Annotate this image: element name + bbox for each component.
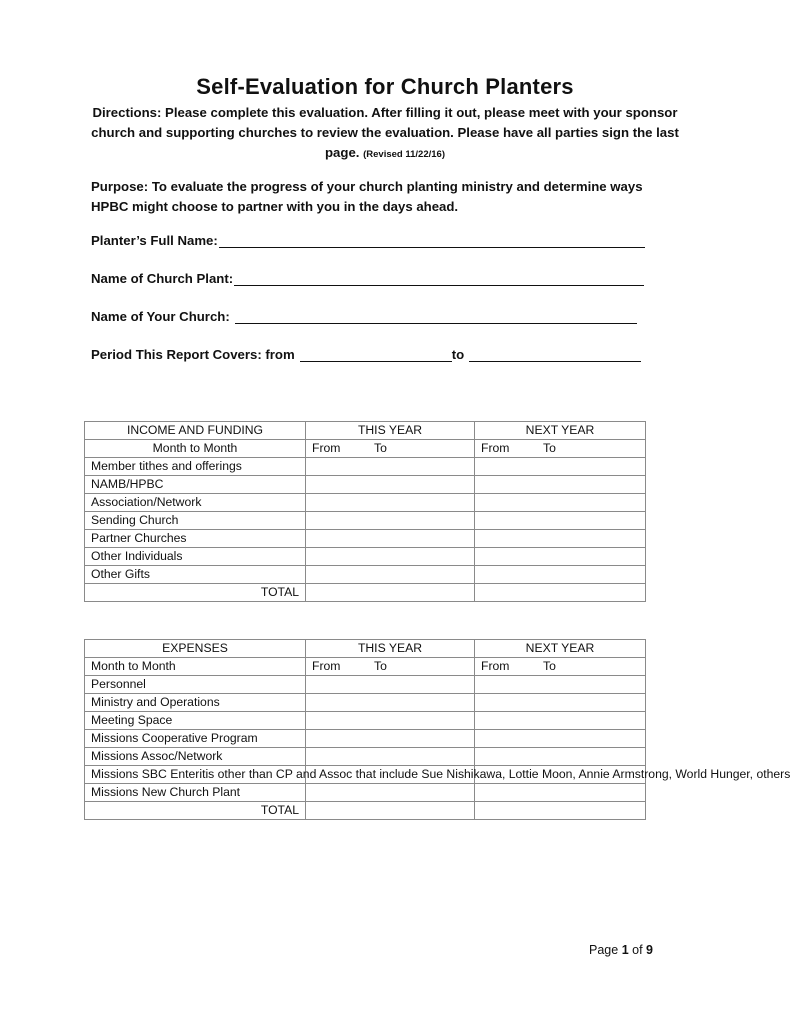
to-label: To xyxy=(543,441,556,455)
table-row xyxy=(85,458,646,476)
this-year-cell[interactable] xyxy=(306,548,475,566)
directions-body: Directions: Please complete this evaluation. After filling it out, please meet with your sponsor church and supporting churches to review the evaluation. Please have all parties sign the last page. xyxy=(91,105,679,160)
row-label: Missions Assoc/Network xyxy=(85,748,306,766)
directions-text xyxy=(80,103,690,165)
next-year-cell[interactable] xyxy=(475,676,646,694)
expenses-next-year-header: NEXT YEAR xyxy=(475,640,646,658)
next-year-cell[interactable] xyxy=(475,458,646,476)
table-row xyxy=(85,784,646,802)
table-row xyxy=(85,766,646,784)
total-label: TOTAL xyxy=(85,584,306,602)
expenses-total-row xyxy=(85,802,646,820)
table-row xyxy=(85,476,646,494)
table-row xyxy=(85,548,646,566)
this-year-cell[interactable] xyxy=(306,676,475,694)
from-label: From xyxy=(481,441,510,455)
planter-name-label: Planter’s Full Name: xyxy=(91,233,218,248)
row-label: Member tithes and offerings xyxy=(85,458,306,476)
income-header-row xyxy=(85,422,646,440)
next-year-cell[interactable] xyxy=(475,494,646,512)
this-year-cell[interactable] xyxy=(306,694,475,712)
income-this-year-header: THIS YEAR xyxy=(306,422,475,440)
row-label: Meeting Space xyxy=(85,712,306,730)
planter-name-line[interactable] xyxy=(219,233,645,248)
church-plant-line[interactable] xyxy=(234,271,644,286)
your-church-field[interactable] xyxy=(91,309,637,324)
row-label: NAMB/HPBC xyxy=(85,476,306,494)
planter-name-field[interactable] xyxy=(91,233,645,248)
income-total-row xyxy=(85,584,646,602)
page-title: Self-Evaluation for Church Planters xyxy=(196,74,574,99)
next-year-cell[interactable] xyxy=(475,784,646,802)
this-year-cell[interactable] xyxy=(306,730,475,748)
row-label: Missions SBC Enteritis other than CP and Assoc that include Sue Nishikawa, Lottie Moon, Annie Armstrong, World Hunger, others xyxy=(85,766,306,784)
period-from-line[interactable] xyxy=(300,347,452,362)
to-label: To xyxy=(374,441,387,455)
this-year-cell[interactable] xyxy=(306,566,475,584)
row-label: Association/Network xyxy=(85,494,306,512)
revised-note: (Revised 11/22/16) xyxy=(363,149,445,160)
this-year-total-cell[interactable] xyxy=(306,584,475,602)
your-church-label: Name of Your Church: xyxy=(91,309,230,324)
this-year-cell[interactable] xyxy=(306,748,475,766)
this-year-cell[interactable] xyxy=(306,458,475,476)
expenses-next-year-fromto xyxy=(475,658,646,676)
expenses-header: EXPENSES xyxy=(85,640,306,658)
table-row xyxy=(85,748,646,766)
next-year-cell[interactable] xyxy=(475,730,646,748)
of-label: of xyxy=(632,943,643,957)
church-plant-label: Name of Church Plant: xyxy=(91,271,234,286)
expenses-this-year-header: THIS YEAR xyxy=(306,640,475,658)
purpose-text: Purpose: To evaluate the progress of your church planting ministry and determine ways HPBC might choose to partner with you in the days ahead. xyxy=(91,179,643,214)
to-label: To xyxy=(374,659,387,673)
row-label: Ministry and Operations xyxy=(85,694,306,712)
church-plant-field[interactable] xyxy=(91,271,644,286)
next-year-cell[interactable] xyxy=(475,748,646,766)
expenses-subheader: Month to Month xyxy=(85,658,306,676)
from-label: From xyxy=(312,659,341,673)
this-year-cell[interactable] xyxy=(306,476,475,494)
period-field[interactable] xyxy=(91,347,641,362)
this-year-total-cell[interactable] xyxy=(306,802,475,820)
this-year-cell[interactable] xyxy=(306,784,475,802)
row-label: Sending Church xyxy=(85,512,306,530)
this-year-cell[interactable] xyxy=(306,712,475,730)
period-label: Period This Report Covers: from xyxy=(91,347,295,362)
next-year-cell[interactable] xyxy=(475,476,646,494)
table-row xyxy=(85,512,646,530)
page-number: 1 xyxy=(621,943,629,957)
income-next-year-fromto xyxy=(475,440,646,458)
row-label: Missions Cooperative Program xyxy=(85,730,306,748)
page-label: Page xyxy=(589,943,619,957)
table-row xyxy=(85,694,646,712)
income-next-year-header: NEXT YEAR xyxy=(475,422,646,440)
expenses-header-row xyxy=(85,640,646,658)
this-year-cell[interactable] xyxy=(306,512,475,530)
table-row xyxy=(85,730,646,748)
table-row xyxy=(85,494,646,512)
page-footer xyxy=(589,943,653,957)
period-to-label: to xyxy=(451,347,465,362)
from-label: From xyxy=(481,659,510,673)
to-label: To xyxy=(543,659,556,673)
income-table xyxy=(84,421,646,602)
total-label: TOTAL xyxy=(85,802,306,820)
this-year-cell[interactable] xyxy=(306,530,475,548)
row-label: Personnel xyxy=(85,676,306,694)
next-year-cell[interactable] xyxy=(475,548,646,566)
expenses-subheader-row xyxy=(85,658,646,676)
table-row xyxy=(85,566,646,584)
table-row xyxy=(85,712,646,730)
your-church-line[interactable] xyxy=(235,309,637,324)
from-label: From xyxy=(312,441,341,455)
income-this-year-fromto xyxy=(306,440,475,458)
table-row xyxy=(85,530,646,548)
period-to-line[interactable] xyxy=(469,347,641,362)
income-header: INCOME AND FUNDING xyxy=(85,422,306,440)
income-subheader: Month to Month xyxy=(85,440,306,458)
next-year-cell[interactable] xyxy=(475,694,646,712)
next-year-cell[interactable] xyxy=(475,566,646,584)
row-label: Other Gifts xyxy=(85,566,306,584)
row-label: Missions New Church Plant xyxy=(85,784,306,802)
next-year-total-cell[interactable] xyxy=(475,584,646,602)
next-year-cell[interactable] xyxy=(475,712,646,730)
this-year-cell[interactable] xyxy=(306,494,475,512)
row-label: Partner Churches xyxy=(85,530,306,548)
row-label: Other Individuals xyxy=(85,548,306,566)
next-year-total-cell[interactable] xyxy=(475,802,646,820)
expenses-this-year-fromto xyxy=(306,658,475,676)
next-year-cell[interactable] xyxy=(475,530,646,548)
income-subheader-row xyxy=(85,440,646,458)
next-year-cell[interactable] xyxy=(475,512,646,530)
table-row xyxy=(85,676,646,694)
expenses-table xyxy=(84,639,790,820)
page-total: 9 xyxy=(646,943,653,957)
